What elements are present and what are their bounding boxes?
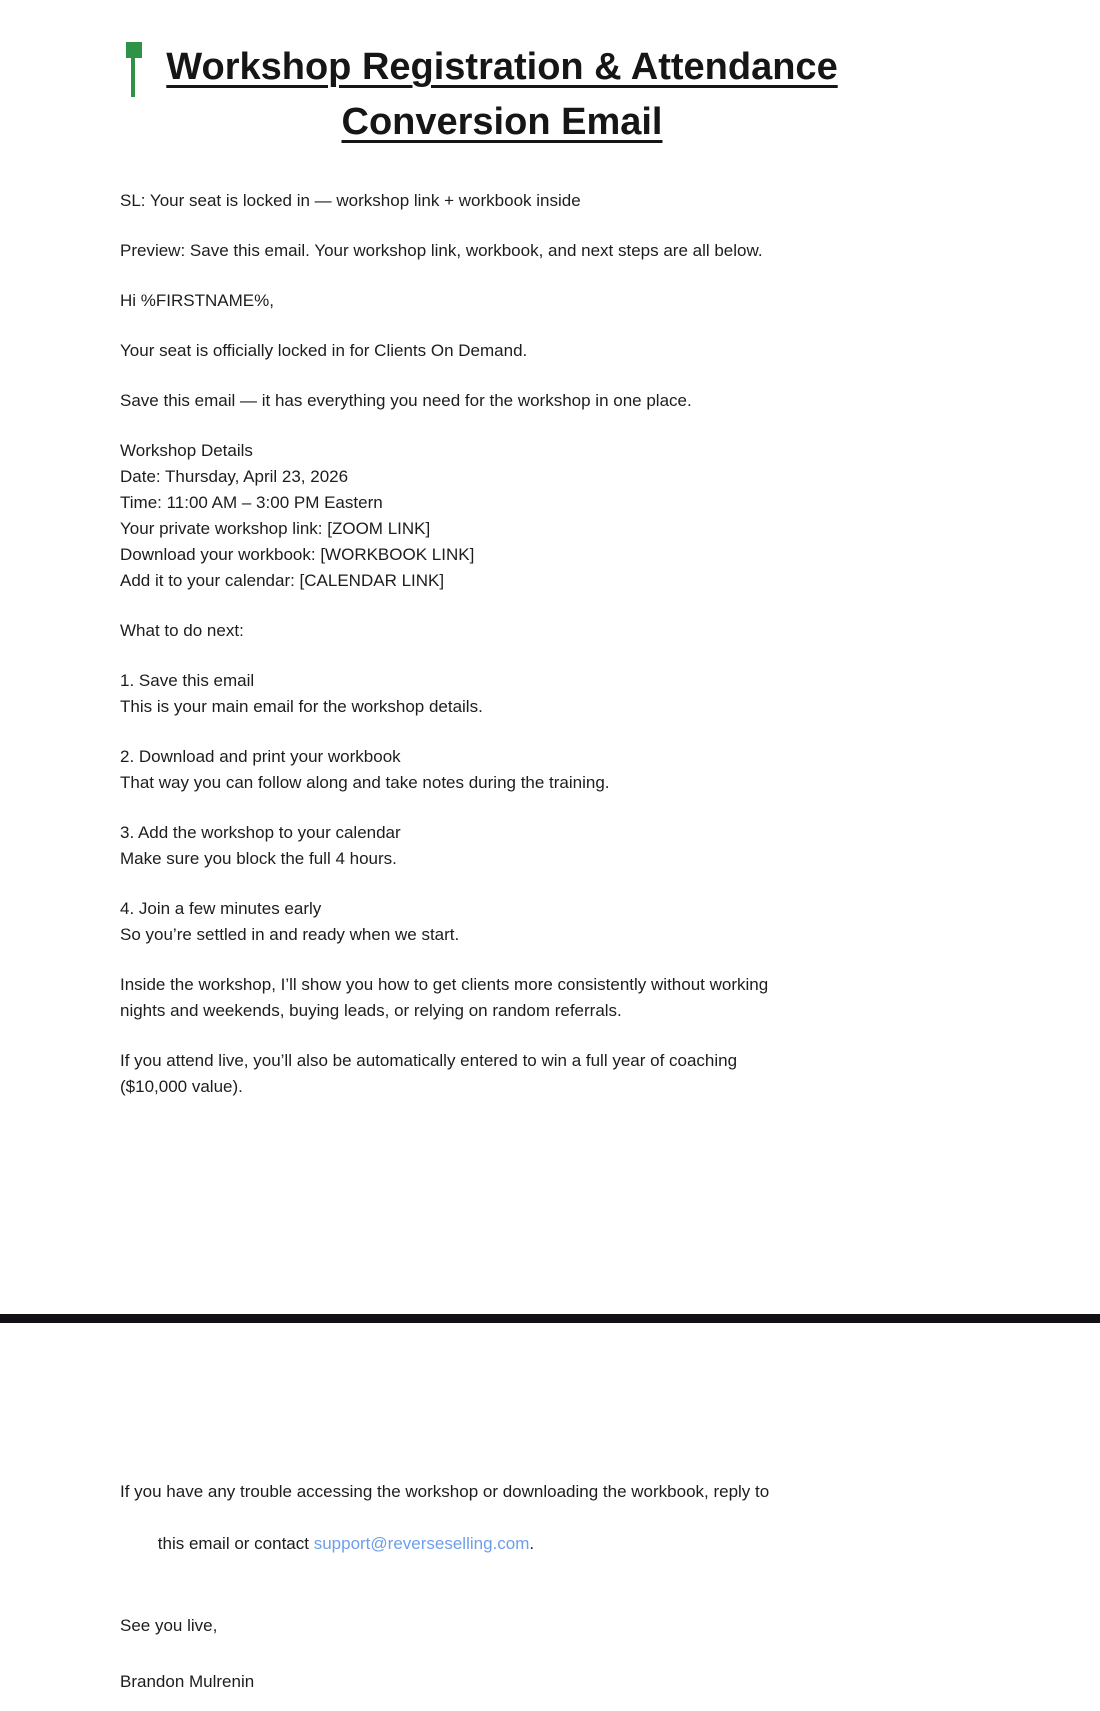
paragraph-workshop-details [120, 438, 884, 594]
signature-name: Brandon Mulrenin [120, 1672, 255, 1691]
text-line: So you’re settled in and ready when we start. [120, 925, 460, 944]
text-line: 1. Save this email [120, 671, 255, 690]
text-line: 2. Download and print your workbook [120, 747, 401, 766]
support-email-link[interactable]: support@reverseselling.com [313, 1534, 530, 1553]
text-line: This is your main email for the workshop details. [120, 697, 483, 716]
text-line: Make sure you block the full 4 hours. [120, 849, 397, 868]
paragraph-attend-live-bonus [120, 1048, 884, 1100]
text-line: SL: Your seat is locked in — workshop link + workbook inside [120, 191, 581, 210]
support-line-2-prefix: this email or contact [157, 1534, 314, 1553]
paragraph-seat-locked [120, 338, 884, 364]
paragraph-greeting [120, 288, 884, 314]
paragraph-save-email [120, 388, 884, 414]
text-line: 4. Join a few minutes early [120, 899, 322, 918]
text-line: Save this email — it has everything you need for the workshop in one place. [120, 391, 692, 410]
support-line-1: If you have any trouble accessing the workshop or downloading the workbook, reply to [120, 1482, 770, 1501]
document-footer [120, 1479, 884, 1695]
text-line: Workshop Details [120, 441, 253, 460]
paragraph-what-to-do-next [120, 618, 884, 644]
text-line: What to do next: [120, 621, 244, 640]
text-line: Your seat is officially locked in for Clients On Demand. [120, 341, 528, 360]
text-line: ($10,000 value). [120, 1077, 243, 1096]
text-line: Inside the workshop, I’ll show you how to get clients more consistently without working [120, 975, 769, 994]
text-line: 3. Add the workshop to your calendar [120, 823, 401, 842]
text-line: Your private workshop link: [ZOOM LINK] [120, 519, 431, 538]
support-line-2 [120, 1505, 884, 1583]
paragraph-subject-line [120, 188, 884, 214]
text-line: Download your workbook: [WORKBOOK LINK] [120, 545, 475, 564]
text-line: If you attend live, you’ll also be automatically entered to win a full year of coaching [120, 1051, 738, 1070]
text-line: Date: Thursday, April 23, 2026 [120, 467, 349, 486]
paragraph-support [120, 1479, 884, 1583]
text-line: nights and weekends, buying leads, or relying on random referrals. [120, 1001, 622, 1020]
paragraph-step-1 [120, 668, 884, 720]
page-title-line-1: Workshop Registration & Attendance [166, 46, 838, 88]
text-line: Preview: Save this email. Your workshop link, workbook, and next steps are all below. [120, 241, 763, 260]
signoff-text: See you live, [120, 1616, 218, 1635]
page-break-divider [0, 1314, 1100, 1323]
document-body [120, 0, 884, 1100]
text-line: Add it to your calendar: [CALENDAR LINK] [120, 571, 445, 590]
page-title [120, 0, 884, 150]
paragraph-step-4 [120, 896, 884, 948]
page-title-line-2: Conversion Email [341, 101, 663, 143]
support-line-2-suffix: . [529, 1534, 535, 1553]
paragraph-inside-workshop [120, 972, 884, 1024]
paragraph-preview [120, 238, 884, 264]
text-line: That way you can follow along and take notes during the training. [120, 773, 610, 792]
text-line: Time: 11:00 AM – 3:00 PM Eastern [120, 493, 383, 512]
email-copy [120, 188, 884, 1100]
text-line: Hi %FIRSTNAME%, [120, 291, 274, 310]
collaborator-cursor-caret [131, 42, 135, 97]
paragraph-step-2 [120, 744, 884, 796]
paragraph-step-3 [120, 820, 884, 872]
